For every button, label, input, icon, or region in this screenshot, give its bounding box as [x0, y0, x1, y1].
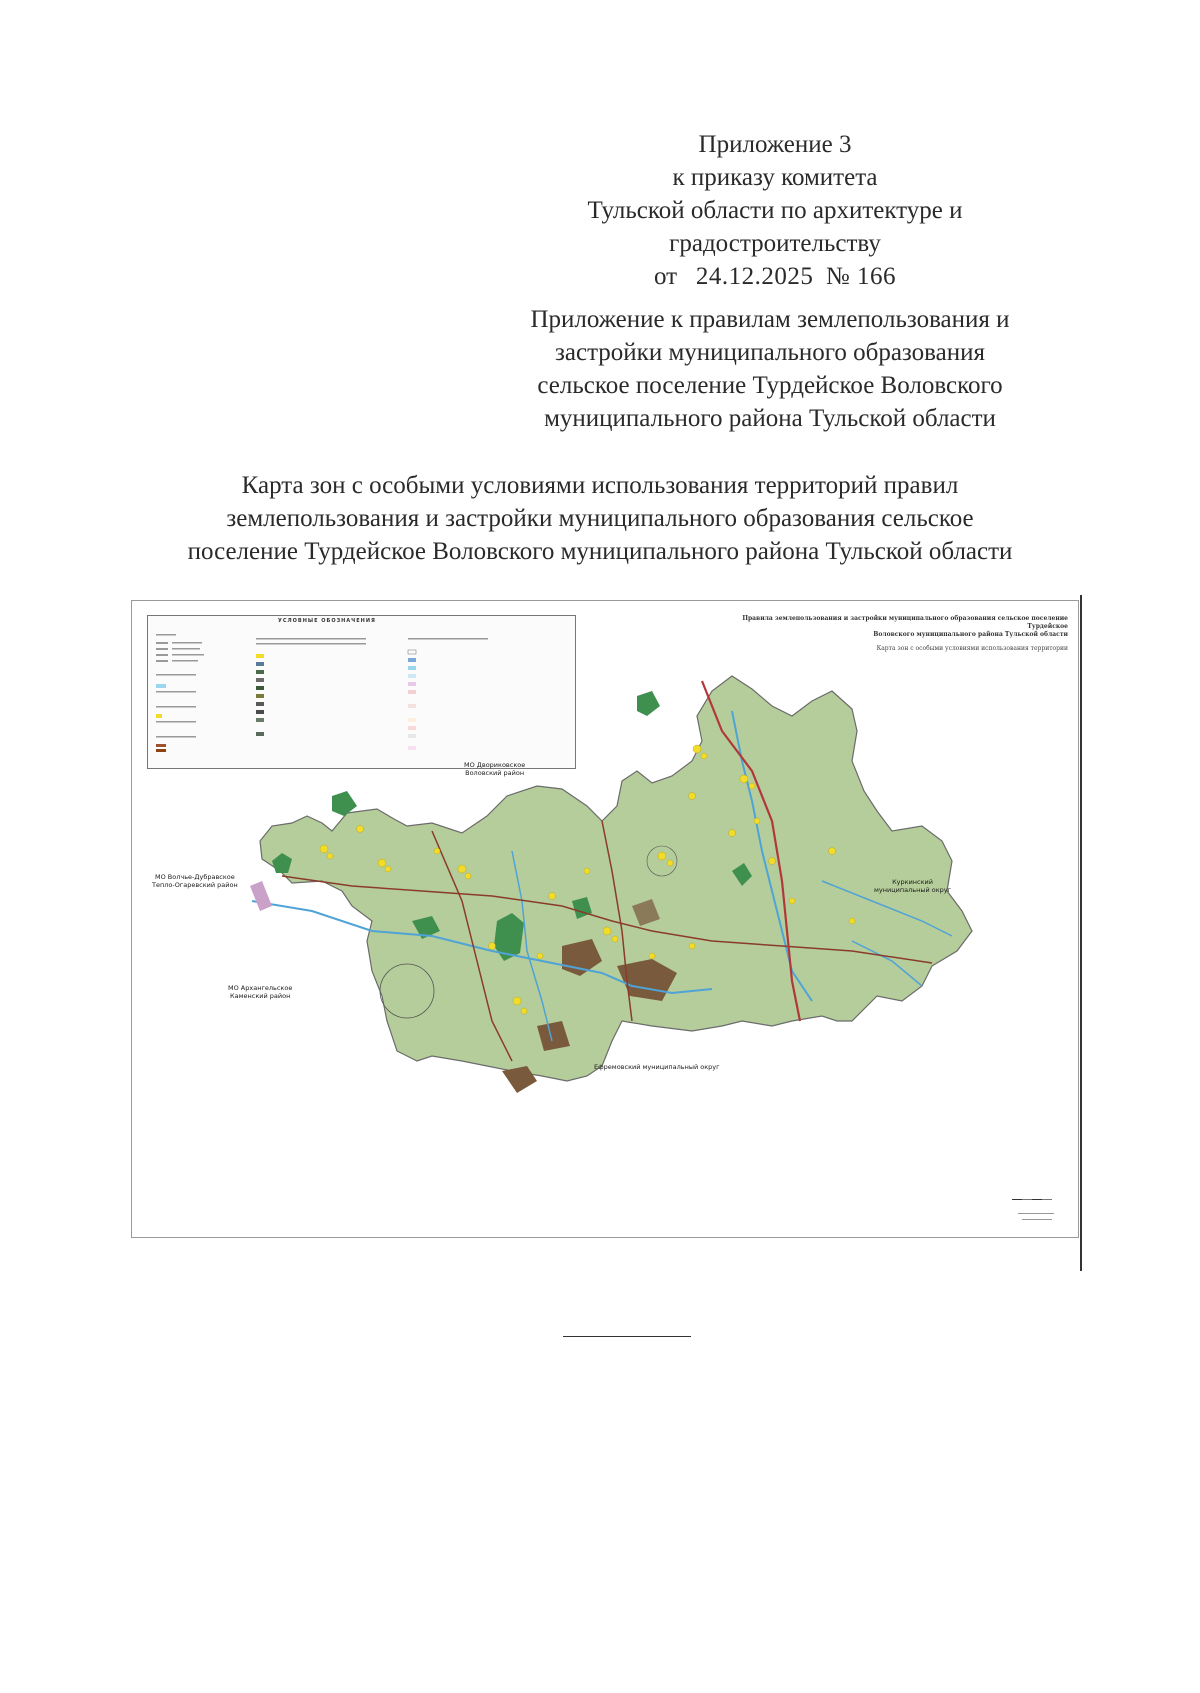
label-arkhangelskoe-line-2: Каменский район [230, 992, 291, 1000]
map-header-line-1: Правила землепользования и застройки муниципального образования сельское поселение Турдейское [742, 615, 1068, 630]
zoning-map [131, 600, 1079, 1238]
rules-line-2: застройки муниципального образования [555, 339, 985, 366]
map-header [708, 615, 1068, 639]
order-date: 24.12.2025 [695, 263, 814, 290]
map-header-line-2: Воловского муниципального района Тульской области [873, 631, 1068, 638]
zone-strip [250, 881, 272, 911]
label-volche-line-1: МО Волчье-Дубравское [155, 873, 235, 881]
title-line-2: землепользования и застройки муниципального образования сельское [226, 505, 974, 532]
label-efremovsky-line: Ефремовский муниципальный округ [594, 1063, 720, 1071]
forest-patch [637, 691, 660, 716]
legend-title: УСЛОВНЫЕ ОБОЗНАЧЕНИЯ [278, 618, 376, 624]
order-number: № 166 [825, 263, 896, 290]
appendix-order-ref: к приказу комитета [672, 164, 878, 191]
appendix-number: Приложение 3 [698, 131, 852, 158]
scale-bar [1004, 1195, 1064, 1225]
rules-line-1: Приложение к правилам землепользования и [530, 306, 1010, 333]
order-date-line [540, 260, 1010, 293]
appendix-committee-cont: градостроительству [669, 230, 881, 257]
rules-appendix [500, 303, 1040, 435]
map-subheader: Карта зон с особыми условиями использования территории [876, 645, 1068, 652]
order-prefix: от [654, 263, 678, 290]
title-line-1: Карта зон с особыми условиями использования территорий правил [241, 472, 959, 499]
legend-entries [148, 616, 575, 768]
label-efremovsky [594, 1063, 720, 1071]
label-kurkinsky-line-2: муниципальный округ [874, 886, 952, 894]
document-title [110, 469, 1090, 568]
map-legend [147, 615, 576, 769]
appendix-committee: Тульской области по архитектуре и [587, 197, 963, 224]
label-kurkinsky [874, 878, 951, 894]
scale-bar-graphic [1004, 1195, 1064, 1225]
label-arkhangelskoe-line-1: МО Архангельское [228, 984, 293, 992]
end-rule [563, 1336, 691, 1337]
title-line-3: поселение Турдейское Воловского муниципального района Тульской области [187, 538, 1013, 565]
label-volche-dubravskoe [152, 873, 238, 889]
rules-line-3: сельское поселение Турдейское Воловского [537, 372, 1003, 399]
rules-line-4: муниципального района Тульской области [544, 405, 996, 432]
label-arkhangelskoe [228, 984, 292, 1000]
label-dvorikovskoe [464, 761, 525, 777]
label-kurkinsky-line-1: Куркинский [892, 878, 933, 886]
label-dvorikovskoe-line-1: МО Двориковское [464, 761, 526, 769]
label-volche-line-2: Тепло-Огаревский район [152, 881, 238, 889]
appendix-header [540, 128, 1010, 293]
scan-edge-bar [1080, 595, 1082, 1271]
label-dvorikovskoe-line-2: Воловский район [465, 769, 525, 777]
